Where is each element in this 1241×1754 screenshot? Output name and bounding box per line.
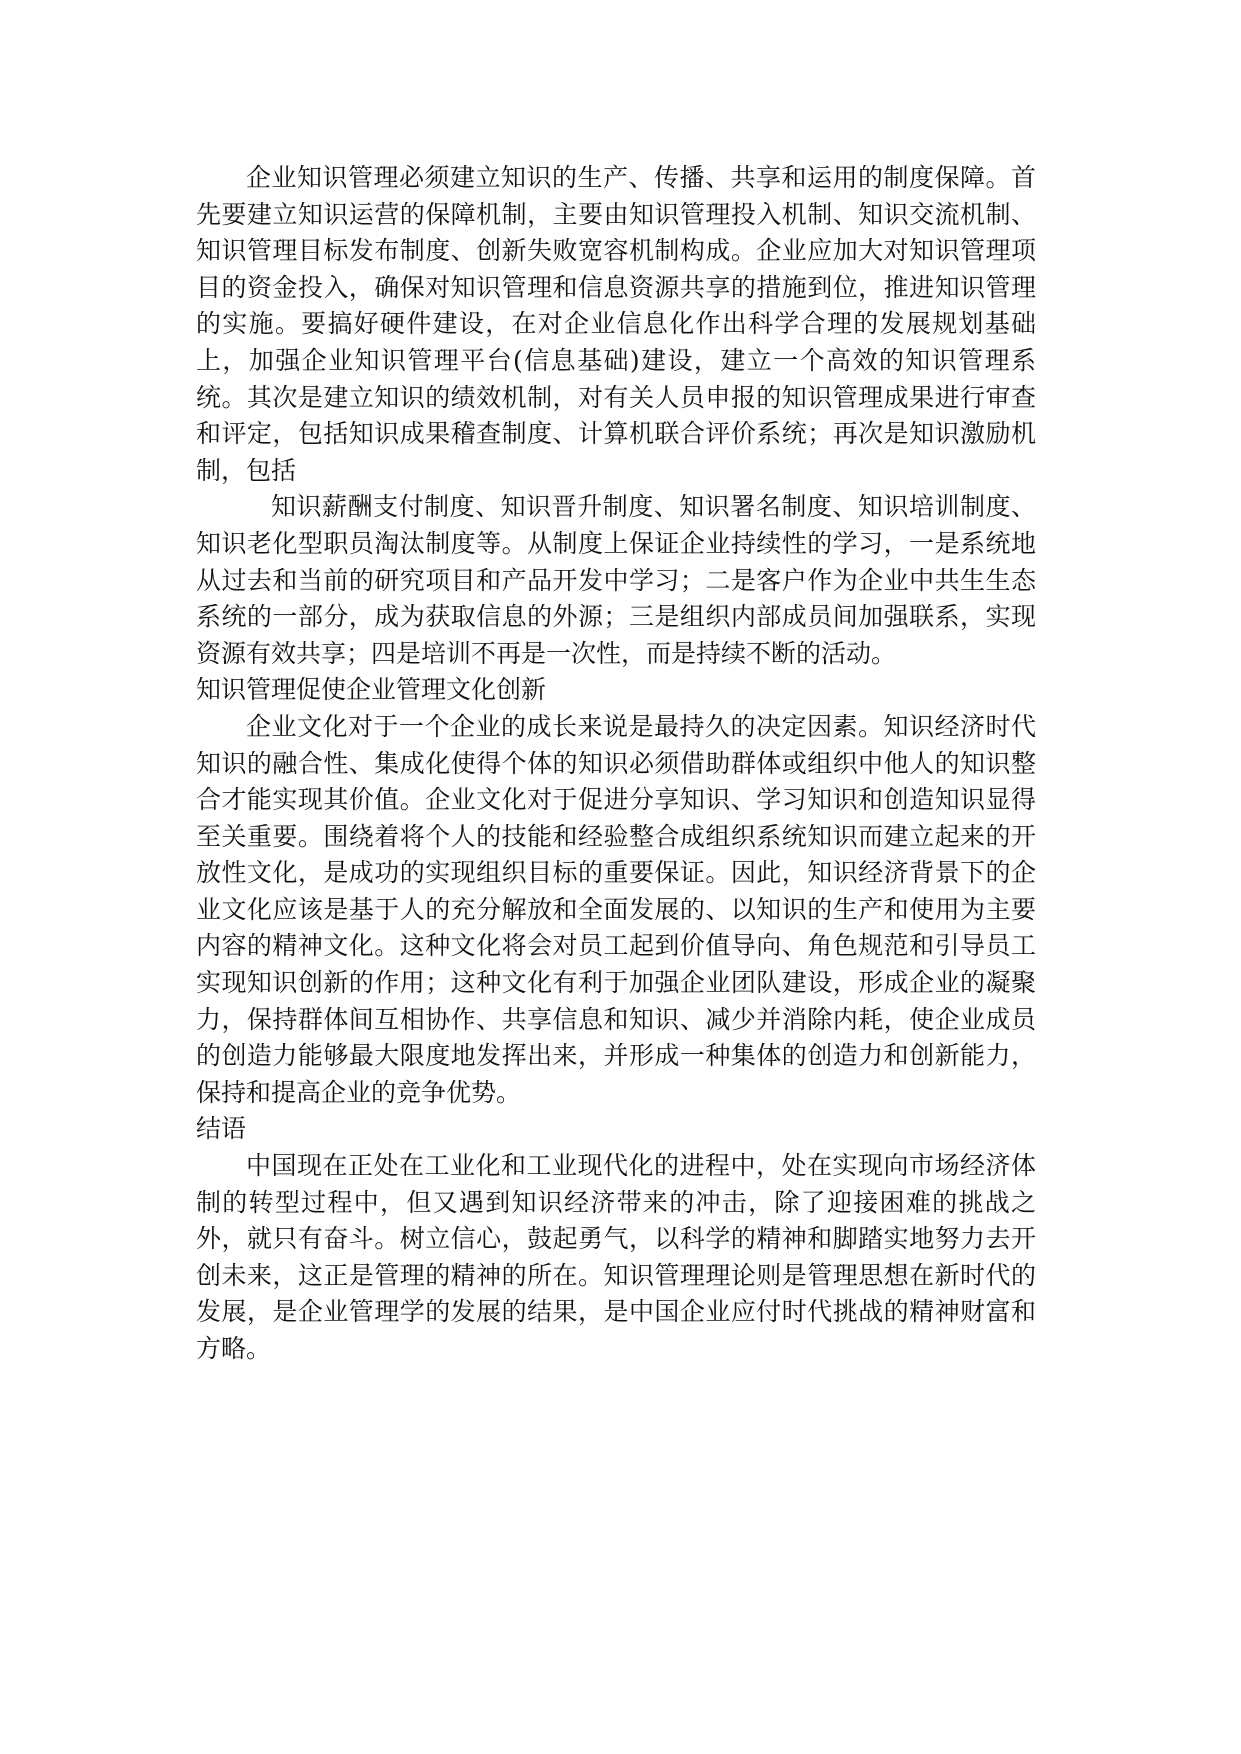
paragraph-enterprise-culture: 企业文化对于一个企业的成长来说是最持久的决定因素。知识经济时代知识的融合性、集成化使得个体的知识必须借助群体或组织中他人的知识整合才能实现其价值。企业文化对于促进分享知识、学习知识和创造知识显得至关重要。围绕着将个人的技能和经验整合成组织系统知识而建立起来的开放性文化，是成功的实现组织目标的重要保证。因此，知识经济背景下的企业文化应该是基于人的充分解放和全面发展的、以知识的生产和使用为主要内容的精神文化。这种文化将会对员工起到价值导向、角色规范和引导员工实现知识创新的作用；这种文化有利于加强企业团队建设，形成企业的凝聚力，保持群体间互相协作、共享信息和知识、减少并消除内耗，使企业成员的创造力能够最大限度地发挥出来，并形成一种集体的创造力和创新能力，保持和提高企业的竞争优势。: [196, 711, 1036, 1107]
paragraph-knowledge-incentives: 知识薪酬支付制度、知识晋升制度、知识署名制度、知识培训制度、知识老化型职员淘汰制度等。从制度上保证企业持续性的学习，一是系统地从过去和当前的研究项目和产品开发中学习；二是客户作为企业中共生生态系统的一部分，成为获取信息的外源；三是组织内部成员间加强联系，实现资源有效共享；四是培训不再是一次性，而是持续不断的活动。: [196, 492, 1036, 668]
section-heading-culture-innovation: 知识管理促使企业管理文化创新: [196, 675, 547, 705]
section-heading-conclusion: 结语: [196, 1114, 247, 1144]
paragraph-conclusion: 中国现在正处在工业化和工业现代化的进程中，处在实现向市场经济体制的转型过程中，但又遇到知识经济带来的冲击，除了迎接困难的挑战之外，就只有奋斗。树立信心，鼓起勇气，以科学的精神和脚踏实地努力去开创未来，这正是管理的精神的所在。知识管理理论则是管理思想在新时代的发展，是企业管理学的发展的结果，是中国企业应付时代挑战的精神财富和方略。: [196, 1151, 1036, 1363]
paragraph-knowledge-system: 企业知识管理必须建立知识的生产、传播、共享和运用的制度保障。首先要建立知识运营的保障机制，主要由知识管理投入机制、知识交流机制、知识管理目标发布制度、创新失败宽容机制构成。企业应加大对知识管理项目的资金投入，确保对知识管理和信息资源共享的措施到位，推进知识管理的实施。要搞好硬件建设，在对企业信息化作出科学合理的发展规划基础上，加强企业知识管理平台(信息基础)建设，建立一个高效的知识管理系统。其次是建立知识的绩效机制，对有关人员申报的知识管理成果进行审查和评定，包括知识成果稽查制度、计算机联合评价系统；再次是知识激励机制，包括: [196, 163, 1036, 485]
document-body: [196, 160, 1036, 1368]
